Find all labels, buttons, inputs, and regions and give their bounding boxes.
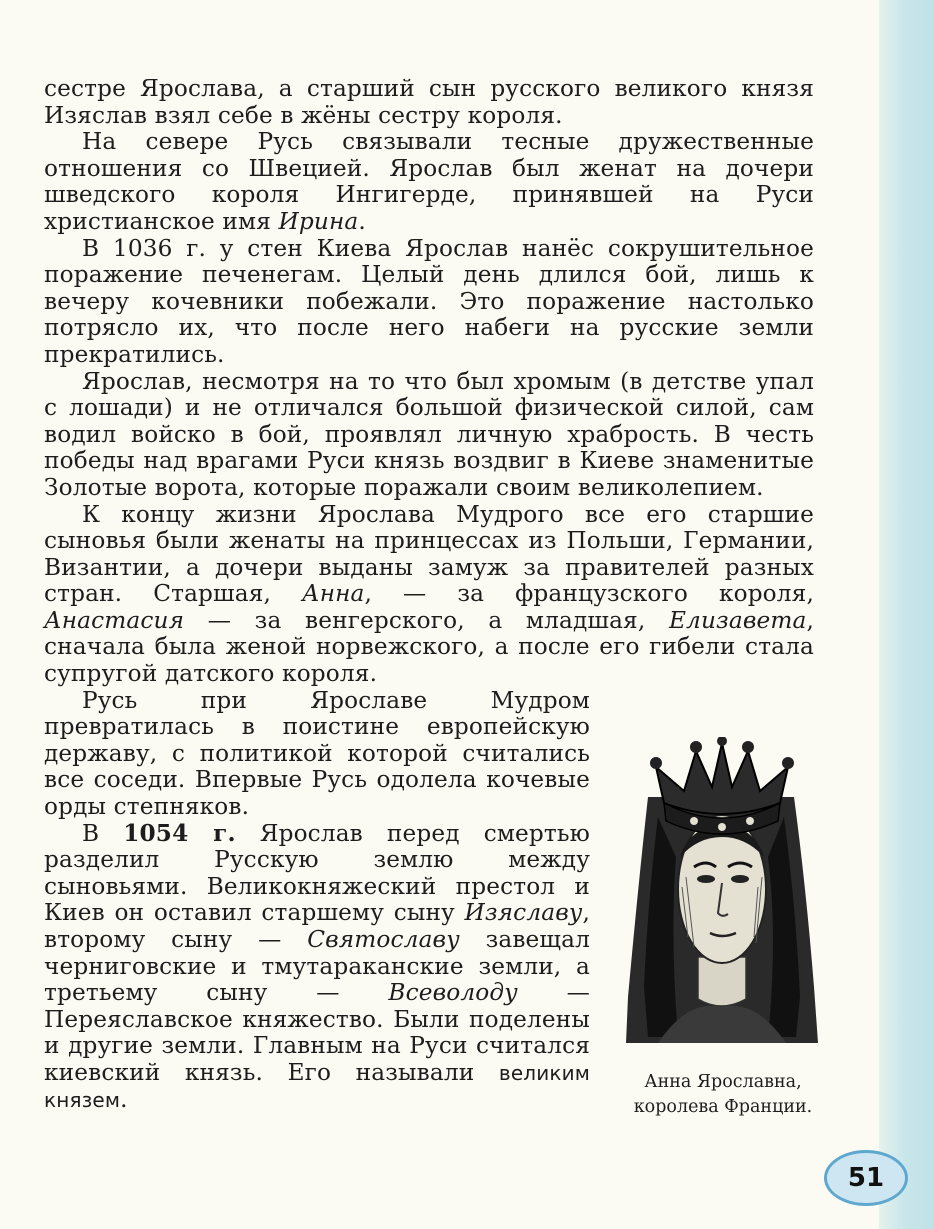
- paragraph-1: сестре Ярослава, а старший сын русского великого князя Изяслав взял себе в жёны сестру короля.: [44, 75, 814, 129]
- paragraph-4: Ярослав, несмотря на то что был хромым (в детстве упал с лошади) и не отличался большой физической силой, сам водил войско в бой, проявлял личную храбрость. В честь победы над врагами Руси князь воздвиг в Киеве знаменитые Золотые ворота, которые поражали своим великолепием.: [44, 367, 814, 501]
- paragraph-2: На севере Русь связывали тесные дружественные отношения со Швецией. Ярослав был женат на дочери шведского короля Ингигерде, принявшей на Руси христианское имя Ирина.: [44, 128, 814, 235]
- anna-yaroslavna-portrait: [618, 737, 824, 1043]
- caption-line-1: Анна Ярославна,: [644, 1072, 802, 1092]
- portrait-caption: [612, 1070, 834, 1120]
- paragraph-3: В 1036 г. у стен Киева Ярослав нанёс сокрушительное поражение печенегам. Целый день длился бой, лишь к вечеру кочевники побежали. Это поражение настолько потрясло их, что после него набеги на русские земли прекратились.: [44, 234, 814, 368]
- page-number: 51: [824, 1150, 908, 1206]
- caption-line-2: королева Франции.: [633, 1097, 813, 1117]
- paragraph-7: В 1054 г. Ярослав перед смертью разделил Русскую землю между сыновьями. Великокняжеский престол и Киев он оставил старшему сыну Изяславу, второму сыну — Святославу завещал черниговские и тмутараканские земли, а третьему сыну — Всеволоду — Переяславское княжество. Были поделены и другие земли. Главным на Руси считался киевский князь. Его называли великим князем.: [44, 819, 590, 1113]
- paragraph-5: К концу жизни Ярослава Мудрого все его старшие сыновья были женаты на принцессах из Польши, Германии, Византии, а дочери выданы замуж за правителей разных стран. Старшая, Анна, — за французского короля, Анастасия — за венгерского, а младшая, Елизавета, сначала была женой норвежского, а после его гибели стала супругой датского короля.: [44, 500, 814, 688]
- page-edge-strip: [879, 0, 933, 1229]
- paragraph-6: Русь при Ярославе Мудром превратилась в поистине европейскую державу, с политикой которой считались все соседи. Впервые Русь одолела кочевые орды степняков.: [44, 686, 590, 821]
